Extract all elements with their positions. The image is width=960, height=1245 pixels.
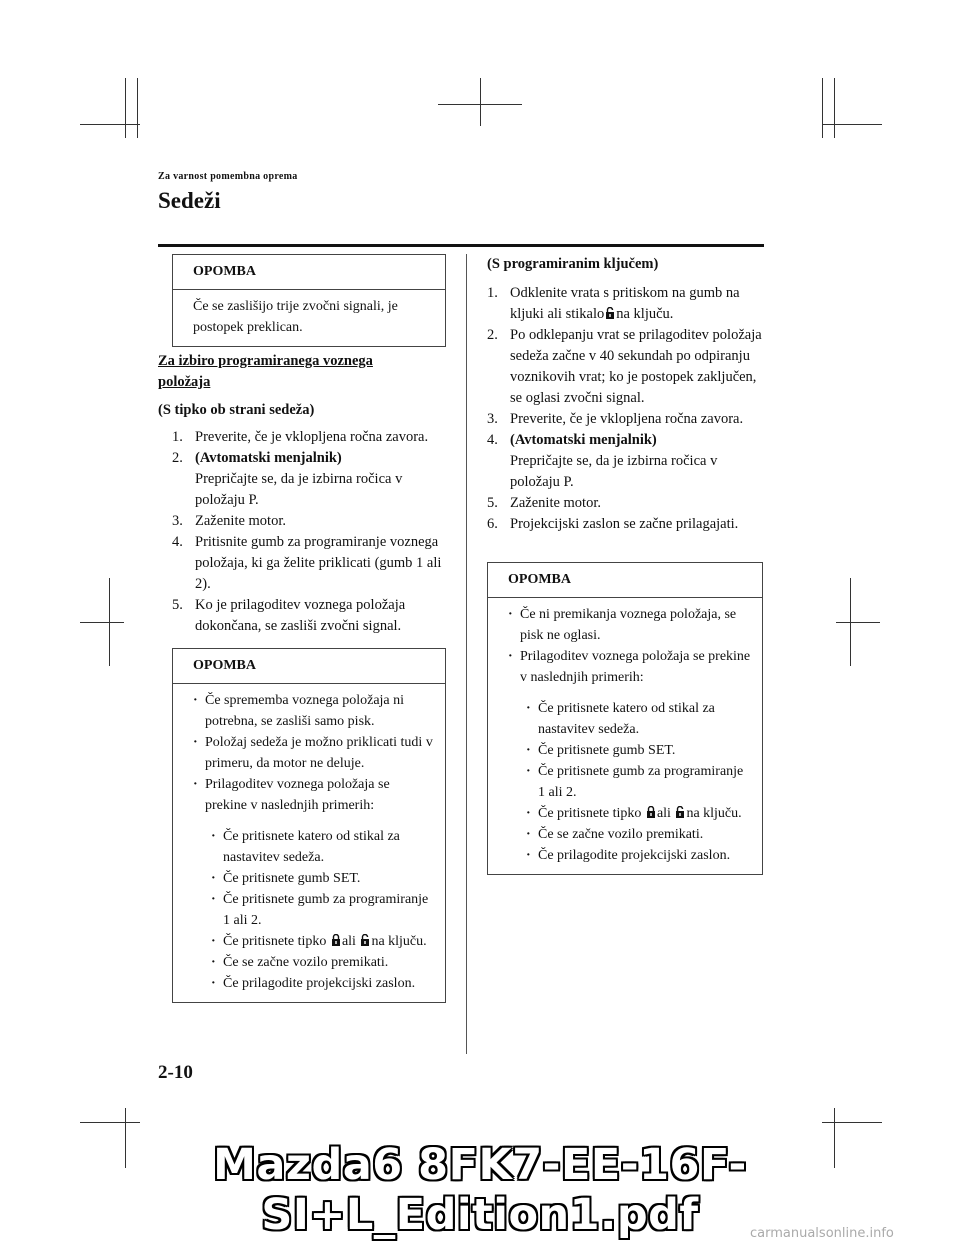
crop-mark xyxy=(109,578,110,666)
subheading: (S programiranim ključem) xyxy=(487,256,659,272)
list-item: · Če pritisnete gumb SET. xyxy=(526,743,676,758)
step-number: 2. xyxy=(487,327,498,343)
step-text: Preverite, če je vklopljena ročna zavora. xyxy=(510,411,744,427)
step-text: Prepričajte se, da je izbirna ročica v položaju P. xyxy=(510,453,718,490)
step-number: 3. xyxy=(487,411,498,427)
list-item xyxy=(172,427,452,448)
list-item xyxy=(172,448,452,511)
list-item: · Če pritisnete gumb za programiranje 1 ali 2. xyxy=(211,892,429,928)
note-box xyxy=(487,562,763,875)
list-item: · Če pritisnete katero od stikal za nastavitev sedeža. xyxy=(526,701,715,737)
list-item: · Položaj sedeža je možno priklicati tudi v primeru, da motor ne deluje. xyxy=(193,735,433,771)
step-text: Preverite, če je vklopljena ročna zavora. xyxy=(195,429,429,445)
step-number: 4. xyxy=(172,534,183,550)
section-label: Za varnost pomembna oprema xyxy=(158,171,298,182)
lock-icon xyxy=(647,806,655,818)
step-number: 1. xyxy=(487,285,498,301)
list-item xyxy=(487,493,769,514)
steps-list xyxy=(172,427,452,637)
step-text: Ko je prilagoditev voznega položaja dokončana, se zasliši zvočni signal. xyxy=(195,597,406,634)
watermark: carmanualsonline.info xyxy=(750,1226,894,1241)
crop-mark xyxy=(822,124,882,125)
list-item xyxy=(172,532,452,595)
crop-mark xyxy=(438,104,522,105)
crop-mark xyxy=(480,78,481,126)
unlock-icon xyxy=(676,806,684,818)
crop-mark xyxy=(125,78,126,138)
list-item: · Če prilagodite projekcijski zaslon. xyxy=(526,848,731,863)
list-item: · Če pritisnete gumb SET. xyxy=(211,871,361,886)
crop-mark xyxy=(137,78,138,138)
list-item: · Prilagoditev voznega položaja se prekine v naslednjih primerih: xyxy=(508,649,751,685)
step-number: 1. xyxy=(172,429,183,445)
list-item: · Če prilagodite projekcijski zaslon. xyxy=(211,976,416,991)
list-item: · Če pritisnete tipko ali na ključu. xyxy=(211,934,427,949)
crop-mark xyxy=(850,578,851,666)
list-item: · Če pritisnete katero od stikal za nastavitev sedeža. xyxy=(211,829,400,865)
note-title: OPOMBA xyxy=(488,563,762,598)
crop-mark xyxy=(80,1122,140,1123)
list-item xyxy=(487,514,769,535)
step-text: Projekcijski zaslon se začne prilagajati. xyxy=(510,516,739,532)
crop-mark xyxy=(80,622,124,623)
note-title: OPOMBA xyxy=(173,255,445,290)
list-item xyxy=(172,511,452,532)
step-text: Po odklepanju vrat se prilagoditev položaja sedeža začne v 40 sekundah po odpiranju voznikovih vrat; ko je postopek zaključen, se oglasi zvočni signal. xyxy=(510,327,762,406)
crop-mark xyxy=(80,124,140,125)
step-number: 4. xyxy=(487,432,498,448)
list-item: 1. Odklenite vrata s pritiskom na gumb na kljuki ali stikalo na ključu. xyxy=(487,285,740,322)
list-item: · Če pritisnete gumb za programiranje 1 ali 2. xyxy=(526,764,744,800)
step-text: Prepričajte se, da je izbirna ročica v položaju P. xyxy=(195,471,403,508)
list-item xyxy=(172,595,452,637)
step-text: Zaženite motor. xyxy=(510,495,601,511)
list-item: · Če pritisnete tipko ali na ključu. xyxy=(526,806,742,821)
list-item: · Če sprememba voznega položaja ni potrebna, se zasliši samo pisk. xyxy=(193,693,405,729)
crop-mark xyxy=(834,78,835,138)
step-number: 5. xyxy=(487,495,498,511)
step-text: Pritisnite gumb za programiranje voznega položaja, ki ga želite priklicati (gumb 1 ali 2). xyxy=(195,534,442,592)
steps-list xyxy=(487,283,769,535)
step-bold: (Avtomatski menjalnik) xyxy=(195,450,342,466)
section-heading: Za izbiro programiranega voznega položaja xyxy=(158,353,373,390)
list-item xyxy=(487,430,769,493)
subheading: (S tipko ob strani sedeža) xyxy=(158,402,315,418)
list-item: · Prilagoditev voznega položaja se prekine v naslednjih primerih: xyxy=(193,777,390,813)
step-text: Zaženite motor. xyxy=(195,513,286,529)
list-item: · Če se začne vozilo premikati. xyxy=(526,827,704,842)
list-item xyxy=(487,409,769,430)
page-title: Sedeži xyxy=(158,188,221,213)
unlock-icon xyxy=(361,934,369,946)
step-number: 3. xyxy=(172,513,183,529)
step-bold: (Avtomatski menjalnik) xyxy=(510,432,657,448)
document-filename: Mazda6 8FK7-EE-16F-SI+L_Edition1.pdf xyxy=(213,1140,747,1240)
header-rule xyxy=(158,244,764,247)
crop-mark xyxy=(822,78,823,138)
step-number: 2. xyxy=(172,450,183,466)
note-box xyxy=(172,254,446,347)
crop-mark xyxy=(836,622,880,623)
note-text: Če se zaslišijo trije zvočni signali, je postopek preklican. xyxy=(193,299,398,335)
unlock-icon xyxy=(606,307,614,319)
step-number: 5. xyxy=(172,597,183,613)
note-box xyxy=(172,648,446,1003)
note-title: OPOMBA xyxy=(173,649,445,684)
list-item xyxy=(487,325,769,409)
list-item: · Če se začne vozilo premikati. xyxy=(211,955,389,970)
page-number: 2-10 xyxy=(158,1062,193,1083)
column-separator xyxy=(466,254,467,1054)
list-item: · Če ni premikanja voznega položaja, se pisk ne oglasi. xyxy=(508,607,737,643)
crop-mark xyxy=(822,1122,882,1123)
lock-icon xyxy=(332,934,340,946)
step-number: 6. xyxy=(487,516,498,532)
